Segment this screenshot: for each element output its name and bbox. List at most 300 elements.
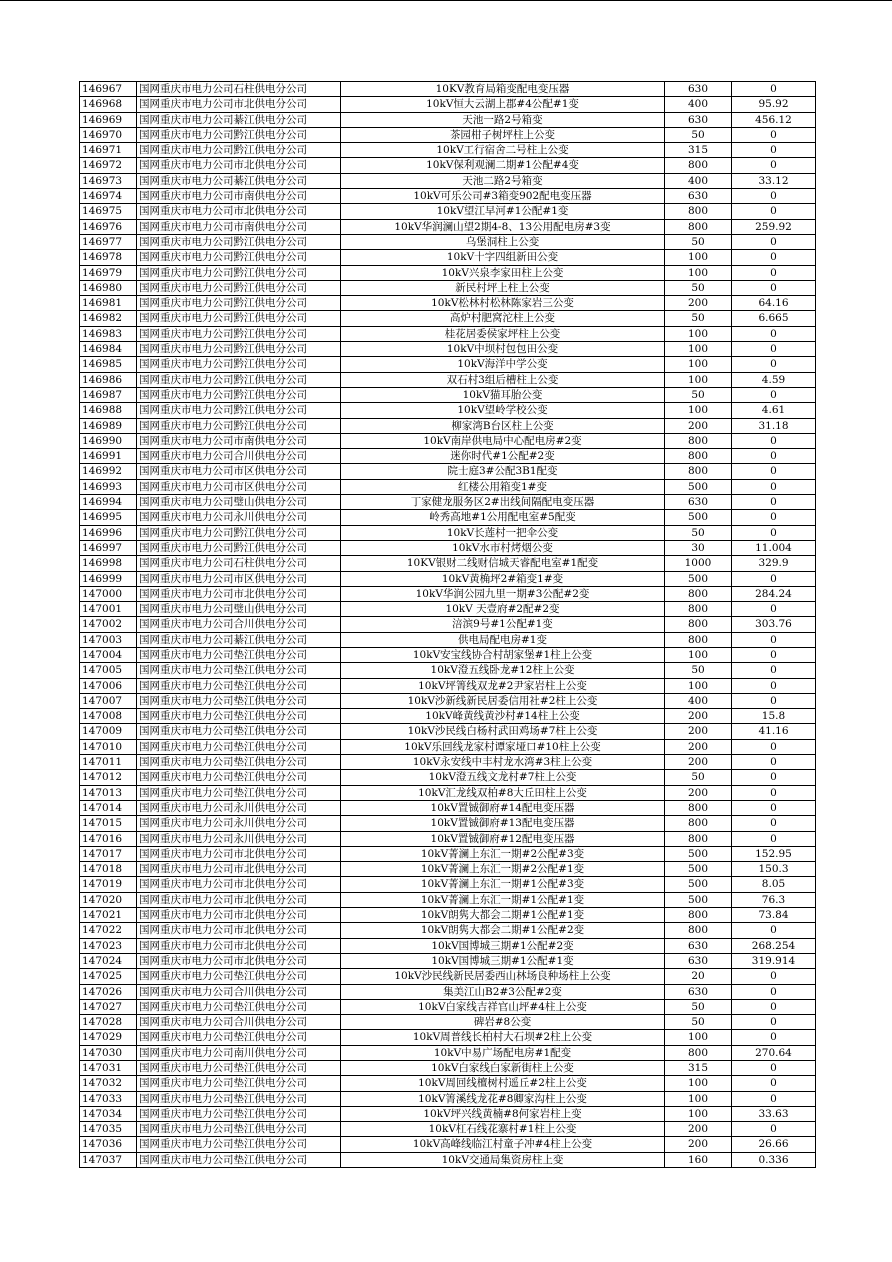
table-row [80,816,816,831]
capacity-cell: 50 [665,127,732,142]
company-cell: 国网重庆市电力公司垫江供电分公司 [137,1076,341,1091]
company-cell: 国网重庆市电力公司市北供电分公司 [137,158,341,173]
record-id-cell: 146989 [80,418,137,433]
table-row [80,693,816,708]
value-cell: 0 [732,602,816,617]
capacity-cell: 100 [665,342,732,357]
value-cell: 284.24 [732,586,816,601]
record-id-cell: 147027 [80,999,137,1014]
capacity-cell: 500 [665,571,732,586]
table-row [80,663,816,678]
capacity-cell: 630 [665,984,732,999]
company-cell: 国网重庆市电力公司合川供电分公司 [137,1015,341,1030]
record-id-cell: 146995 [80,510,137,525]
transformer-name-cell: 10kV可乐公司#3箱变902配电变压器 [341,189,665,204]
transformer-name-cell: 10kV长莲村一把伞公变 [341,525,665,540]
company-cell: 国网重庆市电力公司市北供电分公司 [137,877,341,892]
company-cell: 国网重庆市电力公司石柱供电分公司 [137,82,341,97]
record-id-cell: 147005 [80,663,137,678]
table-row [80,82,816,97]
transformer-name-cell: 10kV菁澜上东汇一期#2公配#1变 [341,862,665,877]
company-cell: 国网重庆市电力公司市北供电分公司 [137,862,341,877]
transformer-name-cell: 10kV沙民线白杨村武田鸡场#7柱上公变 [341,724,665,739]
company-cell: 国网重庆市电力公司永川供电分公司 [137,816,341,831]
company-cell: 国网重庆市电力公司黔江供电分公司 [137,127,341,142]
record-id-cell: 146981 [80,296,137,311]
company-cell: 国网重庆市电力公司永川供电分公司 [137,831,341,846]
table-row [80,862,816,877]
table-row [80,1030,816,1045]
company-cell: 国网重庆市电力公司黔江供电分公司 [137,296,341,311]
record-id-cell: 147026 [80,984,137,999]
record-id-cell: 146975 [80,204,137,219]
record-id-cell: 147002 [80,617,137,632]
company-cell: 国网重庆市电力公司垫江供电分公司 [137,999,341,1014]
value-cell: 0 [732,326,816,341]
table-row [80,678,816,693]
company-cell: 国网重庆市电力公司垫江供电分公司 [137,1030,341,1045]
transformer-name-cell: 10kV沙民线新民居委西山林场良种场柱上公变 [341,969,665,984]
record-id-cell: 146976 [80,219,137,234]
value-cell: 0 [732,1122,816,1137]
transformer-name-cell: 10kV永安线中丰村龙水湾#3柱上公变 [341,755,665,770]
transformer-name-cell: 10kV国博城三期#1公配#1变 [341,953,665,968]
record-id-cell: 146979 [80,265,137,280]
company-cell: 国网重庆市电力公司垫江供电分公司 [137,969,341,984]
company-cell: 国网重庆市电力公司市区供电分公司 [137,464,341,479]
capacity-cell: 100 [665,250,732,265]
capacity-cell: 800 [665,449,732,464]
transformer-name-cell: 迷你时代#1公配#2变 [341,449,665,464]
table-row [80,280,816,295]
transformer-name-cell: 岭秀高地#1公用配电室#5配变 [341,510,665,525]
value-cell: 0 [732,984,816,999]
record-id-cell: 146971 [80,143,137,158]
value-cell: 0 [732,250,816,265]
value-cell: 303.76 [732,617,816,632]
table-row [80,540,816,555]
record-id-cell: 147022 [80,923,137,938]
transformer-name-cell: 10KV教育局箱变配电变压器 [341,82,665,97]
transformer-name-cell: 涪滨9号#1公配#1变 [341,617,665,632]
company-cell: 国网重庆市电力公司市南供电分公司 [137,433,341,448]
capacity-cell: 500 [665,846,732,861]
value-cell: 0 [732,127,816,142]
record-id-cell: 147030 [80,1045,137,1060]
table-row [80,1061,816,1076]
transformer-name-cell: 10kV望江早河#1公配#1变 [341,204,665,219]
table-row [80,1045,816,1060]
transformer-name-cell: 10kV澄五线卧龙#12柱上公变 [341,663,665,678]
capacity-cell: 400 [665,173,732,188]
capacity-cell: 20 [665,969,732,984]
value-cell: 0 [732,678,816,693]
table-row [80,1106,816,1121]
company-cell: 国网重庆市电力公司垫江供电分公司 [137,647,341,662]
record-id-cell: 147011 [80,755,137,770]
page-top-rule [0,0,892,1]
table-row [80,709,816,724]
table-row [80,342,816,357]
transformer-name-cell: 碑岩#8公变 [341,1015,665,1030]
transformer-name-cell: 10kV华润公园九里一期#3公配#2变 [341,586,665,601]
capacity-cell: 100 [665,1076,732,1091]
capacity-cell: 800 [665,602,732,617]
record-id-cell: 146978 [80,250,137,265]
capacity-cell: 800 [665,586,732,601]
capacity-cell: 200 [665,1137,732,1152]
transformer-name-cell: 10kV杠石线花寨村#1柱上公变 [341,1122,665,1137]
table-row [80,97,816,112]
transformer-name-cell: 10kV海洋中学公变 [341,357,665,372]
transformer-name-cell: 10kV望岭学校公变 [341,403,665,418]
record-id-cell: 147023 [80,938,137,953]
capacity-cell: 630 [665,953,732,968]
table-row [80,739,816,754]
transformer-name-cell: 桂花居委侯家坪柱上公变 [341,326,665,341]
transformer-name-cell: 10kV猫耳胎公变 [341,387,665,402]
capacity-cell: 50 [665,999,732,1014]
transformer-name-cell: 10kV国博城三期#1公配#2变 [341,938,665,953]
value-cell: 0 [732,1030,816,1045]
record-id-cell: 146992 [80,464,137,479]
value-cell: 4.61 [732,403,816,418]
capacity-cell: 800 [665,632,732,647]
company-cell: 国网重庆市电力公司垫江供电分公司 [137,1091,341,1106]
value-cell: 0.336 [732,1152,816,1167]
record-id-cell: 146996 [80,525,137,540]
capacity-cell: 100 [665,265,732,280]
transformer-name-cell: 10kV白家线吉祥官山坪#4柱上公变 [341,999,665,1014]
table-row [80,1152,816,1167]
capacity-cell: 50 [665,280,732,295]
table-row [80,1015,816,1030]
transformer-name-cell: 10kV菁澜上东汇一期#1公配#1变 [341,892,665,907]
transformer-name-cell: 10kV华润澜山望2期4-8、13公用配电房#3变 [341,219,665,234]
transformer-name-cell: 10kV南岸供电局中心配电房#2变 [341,433,665,448]
record-id-cell: 147014 [80,800,137,815]
transformer-name-cell: 乌堡洞柱上公变 [341,234,665,249]
transformer-name-cell: 天池二路2号箱变 [341,173,665,188]
table-row [80,846,816,861]
capacity-cell: 100 [665,1091,732,1106]
capacity-cell: 315 [665,143,732,158]
table-row [80,877,816,892]
table-row [80,510,816,525]
company-cell: 国网重庆市电力公司垫江供电分公司 [137,1152,341,1167]
company-cell: 国网重庆市电力公司永川供电分公司 [137,800,341,815]
transformer-name-cell: 10kV乐回线龙家村谭家垭口#10柱上公变 [341,739,665,754]
capacity-cell: 800 [665,800,732,815]
record-id-cell: 146983 [80,326,137,341]
value-cell: 152.95 [732,846,816,861]
record-id-cell: 146986 [80,372,137,387]
capacity-cell: 200 [665,1122,732,1137]
company-cell: 国网重庆市电力公司垫江供电分公司 [137,1137,341,1152]
record-id-cell: 146980 [80,280,137,295]
company-cell: 国网重庆市电力公司垫江供电分公司 [137,1061,341,1076]
value-cell: 0 [732,479,816,494]
table-row [80,984,816,999]
transformer-name-cell: 10kV置铖御府#12配电变压器 [341,831,665,846]
value-cell: 0 [732,234,816,249]
transformer-name-cell: 双石村3组后槽柱上公变 [341,372,665,387]
capacity-cell: 200 [665,739,732,754]
value-cell: 0 [732,999,816,1014]
company-cell: 国网重庆市电力公司黔江供电分公司 [137,143,341,158]
transformer-name-cell: 10kV中易广场配电房#1配变 [341,1045,665,1060]
value-cell: 8.05 [732,877,816,892]
capacity-cell: 630 [665,112,732,127]
capacity-cell: 800 [665,617,732,632]
capacity-cell: 800 [665,204,732,219]
transformer-name-cell: 10kV中坝村包包田公变 [341,342,665,357]
record-id-cell: 147000 [80,586,137,601]
value-cell: 0 [732,770,816,785]
company-cell: 国网重庆市电力公司市南供电分公司 [137,189,341,204]
value-cell: 0 [732,663,816,678]
capacity-cell: 50 [665,663,732,678]
company-cell: 国网重庆市电力公司合川供电分公司 [137,449,341,464]
value-cell: 0 [732,1076,816,1091]
company-cell: 国网重庆市电力公司璧山供电分公司 [137,602,341,617]
table-row [80,158,816,173]
company-cell: 国网重庆市电力公司綦江供电分公司 [137,173,341,188]
company-cell: 国网重庆市电力公司市北供电分公司 [137,846,341,861]
value-cell: 0 [732,82,816,97]
transformer-name-cell: 10kV汇龙线双柏#8大丘田柱上公变 [341,785,665,800]
table-row [80,602,816,617]
capacity-cell: 50 [665,770,732,785]
capacity-cell: 50 [665,1015,732,1030]
value-cell: 0 [732,495,816,510]
capacity-cell: 800 [665,831,732,846]
capacity-cell: 630 [665,82,732,97]
transformer-name-cell: 10kV置铖御府#13配电变压器 [341,816,665,831]
company-cell: 国网重庆市电力公司黔江供电分公司 [137,265,341,280]
value-cell: 41.16 [732,724,816,739]
table-row [80,464,816,479]
capacity-cell: 30 [665,540,732,555]
value-cell: 0 [732,158,816,173]
table-row [80,372,816,387]
value-cell: 150.3 [732,862,816,877]
table-row [80,770,816,785]
table-row [80,234,816,249]
value-cell: 33.12 [732,173,816,188]
company-cell: 国网重庆市电力公司黔江供电分公司 [137,250,341,265]
value-cell: 0 [732,265,816,280]
record-id-cell: 146968 [80,97,137,112]
transformer-name-cell: 10kV工行宿舍二号柱上公变 [341,143,665,158]
company-cell: 国网重庆市电力公司市北供电分公司 [137,97,341,112]
capacity-cell: 400 [665,97,732,112]
capacity-cell: 200 [665,755,732,770]
record-id-cell: 146973 [80,173,137,188]
value-cell: 0 [732,525,816,540]
company-cell: 国网重庆市电力公司黔江供电分公司 [137,280,341,295]
record-id-cell: 147010 [80,739,137,754]
company-cell: 国网重庆市电力公司市北供电分公司 [137,204,341,219]
company-cell: 国网重庆市电力公司市区供电分公司 [137,571,341,586]
table-row [80,999,816,1014]
company-cell: 国网重庆市电力公司合川供电分公司 [137,984,341,999]
transformer-name-cell: 10kV保利观澜二期#1公配#4变 [341,158,665,173]
transformer-name-cell: 供电局配电房#1变 [341,632,665,647]
record-id-cell: 147013 [80,785,137,800]
transformer-name-cell: 10kV菁澜上东汇一期#1公配#3变 [341,877,665,892]
company-cell: 国网重庆市电力公司垫江供电分公司 [137,678,341,693]
capacity-cell: 50 [665,525,732,540]
value-cell: 0 [732,510,816,525]
table-row [80,586,816,601]
transformer-name-cell: 10kV安宝线协合村胡家堡#1柱上公变 [341,647,665,662]
table-row [80,219,816,234]
value-cell: 0 [732,1061,816,1076]
table-row [80,204,816,219]
company-cell: 国网重庆市电力公司永川供电分公司 [137,510,341,525]
capacity-cell: 630 [665,495,732,510]
value-cell: 95.92 [732,97,816,112]
transformer-name-cell: 丁家健龙服务区2#出线间隔配电变压器 [341,495,665,510]
value-cell: 6.665 [732,311,816,326]
value-cell: 270.64 [732,1045,816,1060]
capacity-cell: 200 [665,709,732,724]
capacity-cell: 800 [665,219,732,234]
record-id-cell: 147028 [80,1015,137,1030]
record-id-cell: 146993 [80,479,137,494]
capacity-cell: 800 [665,158,732,173]
value-cell: 0 [732,632,816,647]
record-id-cell: 146974 [80,189,137,204]
capacity-cell: 50 [665,234,732,249]
record-id-cell: 146985 [80,357,137,372]
company-cell: 国网重庆市电力公司垫江供电分公司 [137,693,341,708]
value-cell: 0 [732,969,816,984]
record-id-cell: 147001 [80,602,137,617]
record-id-cell: 146990 [80,433,137,448]
table-row [80,265,816,280]
table-row [80,127,816,142]
table-row [80,831,816,846]
company-cell: 国网重庆市电力公司黔江供电分公司 [137,311,341,326]
value-cell: 0 [732,342,816,357]
company-cell: 国网重庆市电力公司黔江供电分公司 [137,372,341,387]
transformer-name-cell: 10kV澄五线文龙村#7柱上公变 [341,770,665,785]
table-row [80,617,816,632]
company-cell: 国网重庆市电力公司黔江供电分公司 [137,540,341,555]
value-cell: 0 [732,923,816,938]
company-cell: 国网重庆市电力公司市北供电分公司 [137,923,341,938]
transformer-name-cell: 10kV朗隽大都会二期#1公配#1变 [341,908,665,923]
transformer-table-body [80,82,816,1168]
table-row [80,525,816,540]
table-row [80,173,816,188]
table-row [80,724,816,739]
value-cell: 76.3 [732,892,816,907]
table-row [80,892,816,907]
value-cell: 456.12 [732,112,816,127]
capacity-cell: 630 [665,189,732,204]
record-id-cell: 146987 [80,387,137,402]
record-id-cell: 146998 [80,556,137,571]
capacity-cell: 200 [665,785,732,800]
table-row [80,403,816,418]
table-row [80,953,816,968]
capacity-cell: 100 [665,403,732,418]
transformer-name-cell: 10kV沙新线新民居委信用社#2柱上公变 [341,693,665,708]
capacity-cell: 100 [665,1106,732,1121]
value-cell: 11.004 [732,540,816,555]
company-cell: 国网重庆市电力公司垫江供电分公司 [137,785,341,800]
record-id-cell: 147020 [80,892,137,907]
transformer-name-cell: 10kV十字四组新田公变 [341,250,665,265]
transformer-name-cell: 10kV周普线长柏村大石坝#2柱上公变 [341,1030,665,1045]
value-cell: 0 [732,143,816,158]
record-id-cell: 147033 [80,1091,137,1106]
value-cell: 0 [732,785,816,800]
transformer-name-cell: 10kV周回线檀树村遥丘#2柱上公变 [341,1076,665,1091]
company-cell: 国网重庆市电力公司黔江供电分公司 [137,403,341,418]
company-cell: 国网重庆市电力公司璧山供电分公司 [137,495,341,510]
record-id-cell: 147034 [80,1106,137,1121]
table-row [80,1076,816,1091]
record-id-cell: 146997 [80,540,137,555]
table-row [80,938,816,953]
transformer-name-cell: 10kV白家线白家新街柱上公变 [341,1061,665,1076]
company-cell: 国网重庆市电力公司市南供电分公司 [137,219,341,234]
company-cell: 国网重庆市电力公司垫江供电分公司 [137,709,341,724]
capacity-cell: 100 [665,647,732,662]
company-cell: 国网重庆市电力公司市北供电分公司 [137,908,341,923]
record-id-cell: 147024 [80,953,137,968]
record-id-cell: 146984 [80,342,137,357]
table-row [80,479,816,494]
capacity-cell: 400 [665,693,732,708]
transformer-name-cell: 10kV松林村松林陈家岩三公变 [341,296,665,311]
transformer-name-cell: 10kV交通局集资房柱上变 [341,1152,665,1167]
record-id-cell: 147006 [80,678,137,693]
transformer-name-cell: 10kV高峰线临江村童子冲#4柱上公变 [341,1137,665,1152]
capacity-cell: 630 [665,938,732,953]
company-cell: 国网重庆市电力公司市北供电分公司 [137,938,341,953]
record-id-cell: 147025 [80,969,137,984]
transformer-name-cell: 集美江山B2#3公配#2变 [341,984,665,999]
capacity-cell: 100 [665,326,732,341]
table-row [80,326,816,341]
table-row [80,908,816,923]
value-cell: 64.16 [732,296,816,311]
table-row [80,449,816,464]
value-cell: 31.18 [732,418,816,433]
company-cell: 国网重庆市电力公司南川供电分公司 [137,1045,341,1060]
record-id-cell: 146999 [80,571,137,586]
record-id-cell: 147031 [80,1061,137,1076]
table-row [80,495,816,510]
record-id-cell: 147004 [80,647,137,662]
capacity-cell: 200 [665,724,732,739]
value-cell: 0 [732,204,816,219]
capacity-cell: 800 [665,816,732,831]
capacity-cell: 1000 [665,556,732,571]
capacity-cell: 200 [665,296,732,311]
capacity-cell: 315 [665,1061,732,1076]
company-cell: 国网重庆市电力公司綦江供电分公司 [137,632,341,647]
transformer-table [79,81,816,1168]
transformer-name-cell: 柳家湾B台区柱上公变 [341,418,665,433]
record-id-cell: 147017 [80,846,137,861]
table-row [80,418,816,433]
